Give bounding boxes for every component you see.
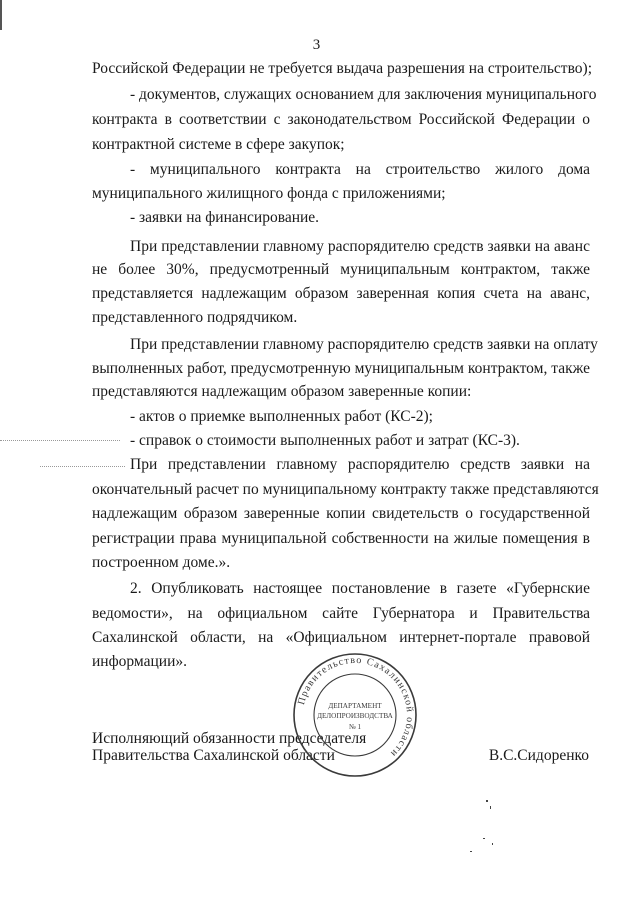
signatory-title: Исполняющий обязанности председателя [92, 730, 367, 747]
text-line: - заявки на финансирование. [130, 209, 320, 226]
text-line: При представлении главному распорядителю средств заявки на [130, 456, 590, 473]
text-line: - справок о стоимости выполненных работ и затрат (КС-3). [130, 432, 520, 449]
text-line: регистрации права муниципальной собственности на жилые помещения в [92, 530, 590, 547]
text-line: надлежащим образом заверенные копии свидетельств о государственной [92, 505, 590, 522]
scan-artifact [486, 800, 488, 802]
text-line: - актов о приемке выполненных работ (КС-2); [130, 408, 433, 425]
scan-artifact [40, 466, 125, 468]
official-stamp [290, 650, 420, 780]
text-line: муниципального жилищного фонда с приложениями; [92, 185, 446, 202]
text-line: не более 30%, предусмотренный муниципальным контрактом, также [92, 261, 590, 278]
scan-edge-mark [0, 0, 2, 30]
scan-artifact [483, 838, 485, 839]
scan-artifact [0, 440, 120, 442]
stamp-center-line: № 1 [348, 723, 362, 731]
scan-artifact [492, 843, 493, 845]
text-line: При представлении главному распорядителю средств заявки на оплату [130, 336, 598, 353]
page-number: 3 [312, 37, 321, 53]
text-line: окончательный расчет по муниципальному контракту также представляются [92, 481, 599, 498]
text-line: - документов, служащих основанием для заключения муниципального [130, 86, 597, 103]
text-line: представленного подрядчиком. [92, 309, 298, 326]
text-line: построенном доме.». [92, 554, 231, 571]
text-line: ведомости», на официальном сайте Губернатора и Правительства [92, 605, 590, 622]
text-line: информации». [92, 653, 187, 670]
text-line: Российской Федерации не требуется выдача разрешения на строительство); [92, 60, 592, 77]
text-line: контрактной системе в сфере закупок; [92, 136, 345, 153]
scan-artifact [490, 806, 491, 809]
stamp-center-line: ДЕЛОПРОИЗВОДСТВА [317, 712, 393, 720]
text-line: 2. Опубликовать настоящее постановление в газете «Губернские [130, 580, 590, 597]
text-line: - муниципального контракта на строительство жилого дома [130, 161, 590, 178]
stamp-ring-text: Правительство Сахалинской области [296, 654, 416, 760]
text-line: При представлении главному распорядителю средств заявки на аванс [130, 238, 590, 255]
text-line: представляются надлежащим образом заверенные копии: [92, 383, 472, 400]
text-line: Сахалинской области, на «Официальном интернет-портале правовой [92, 629, 590, 646]
scan-artifact [470, 851, 472, 852]
stamp-center-line: ДЕПАРТАМЕНТ [328, 702, 382, 710]
text-line: выполненных работ, предусмотренную муниципальным контрактом, также [92, 360, 590, 377]
text-line: представляется надлежащим образом заверенная копия счета на аванс, [92, 285, 590, 302]
signatory-name: В.С.Сидоренко [488, 747, 589, 764]
signatory-title: Правительства Сахалинской области [92, 747, 335, 764]
text-line: контракта в соответствии с законодательством Российской Федерации о [92, 111, 590, 128]
